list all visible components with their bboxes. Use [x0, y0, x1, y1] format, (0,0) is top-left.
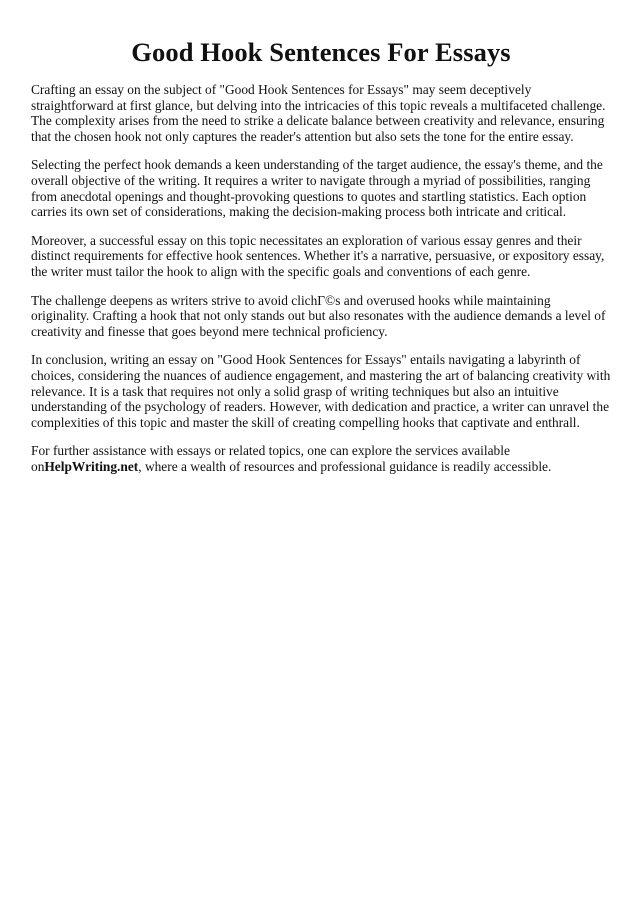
paragraph-conclusion: In conclusion, writing an essay on "Good Hook Sentences for Essays" entails navigating a labyrinth of choices, considering the nuances of audience engagement, and mastering the art of balancing creativity with relevance. It is a task that requires not only a solid grasp of writing techniques but also an intuitive understanding of the psychology of readers. However, with dedication and practice, a writer can unravel the complexities of this topic and master the skill of creating compelling hooks that captivate and enthrall.	[31, 352, 611, 430]
paragraph-intro: Crafting an essay on the subject of "Good Hook Sentences for Essays" may seem deceptively straightforward at first glance, but delving into the intricacies of this topic reveals a multifaceted challenge. The complexity arises from the need to strike a delicate balance between creativity and relevance, ensuring that the chosen hook not only captures the reader's attention but also sets the tone for the entire essay.	[31, 82, 606, 144]
paragraph-genres: Moreover, a successful essay on this topic necessitates an exploration of various essay genres and their distinct requirements for effective hook sentences. Whether it's a narrative, persuasive, or expository essay, the writer must tailor the hook to align with the specific goals and conventions of each genre.	[31, 232, 605, 279]
closing-text-after: , where a wealth of resources and professional guidance is readily accessible.	[138, 458, 552, 474]
document-title: Good Hook Sentences For Essays	[131, 37, 511, 67]
paragraph-closing	[31, 443, 611, 474]
paragraph-cliches: The challenge deepens as writers strive to avoid clichΓ©s and overused hooks while maintaining originality. Crafting a hook that not only stands out but also resonates with the audience demands a level of creativity and finesse that goes beyond mere technical proficiency.	[31, 292, 606, 339]
brand-name: HelpWriting.net	[44, 458, 139, 474]
paragraph-selecting-hook: Selecting the perfect hook demands a keen understanding of the target audience, the essay's theme, and the overall objective of the writing. It requires a writer to navigate through a myriad of possibilities, ranging from anecdotal openings and thought-provoking questions to quotes and startling statistics. Each option carries its own set of considerations, making the decision-making process both intricate and critical.	[31, 157, 603, 220]
closing-text-before: For further assistance with essays or related topics, one can explore the services available on	[31, 443, 510, 474]
document-page	[31, 36, 611, 487]
